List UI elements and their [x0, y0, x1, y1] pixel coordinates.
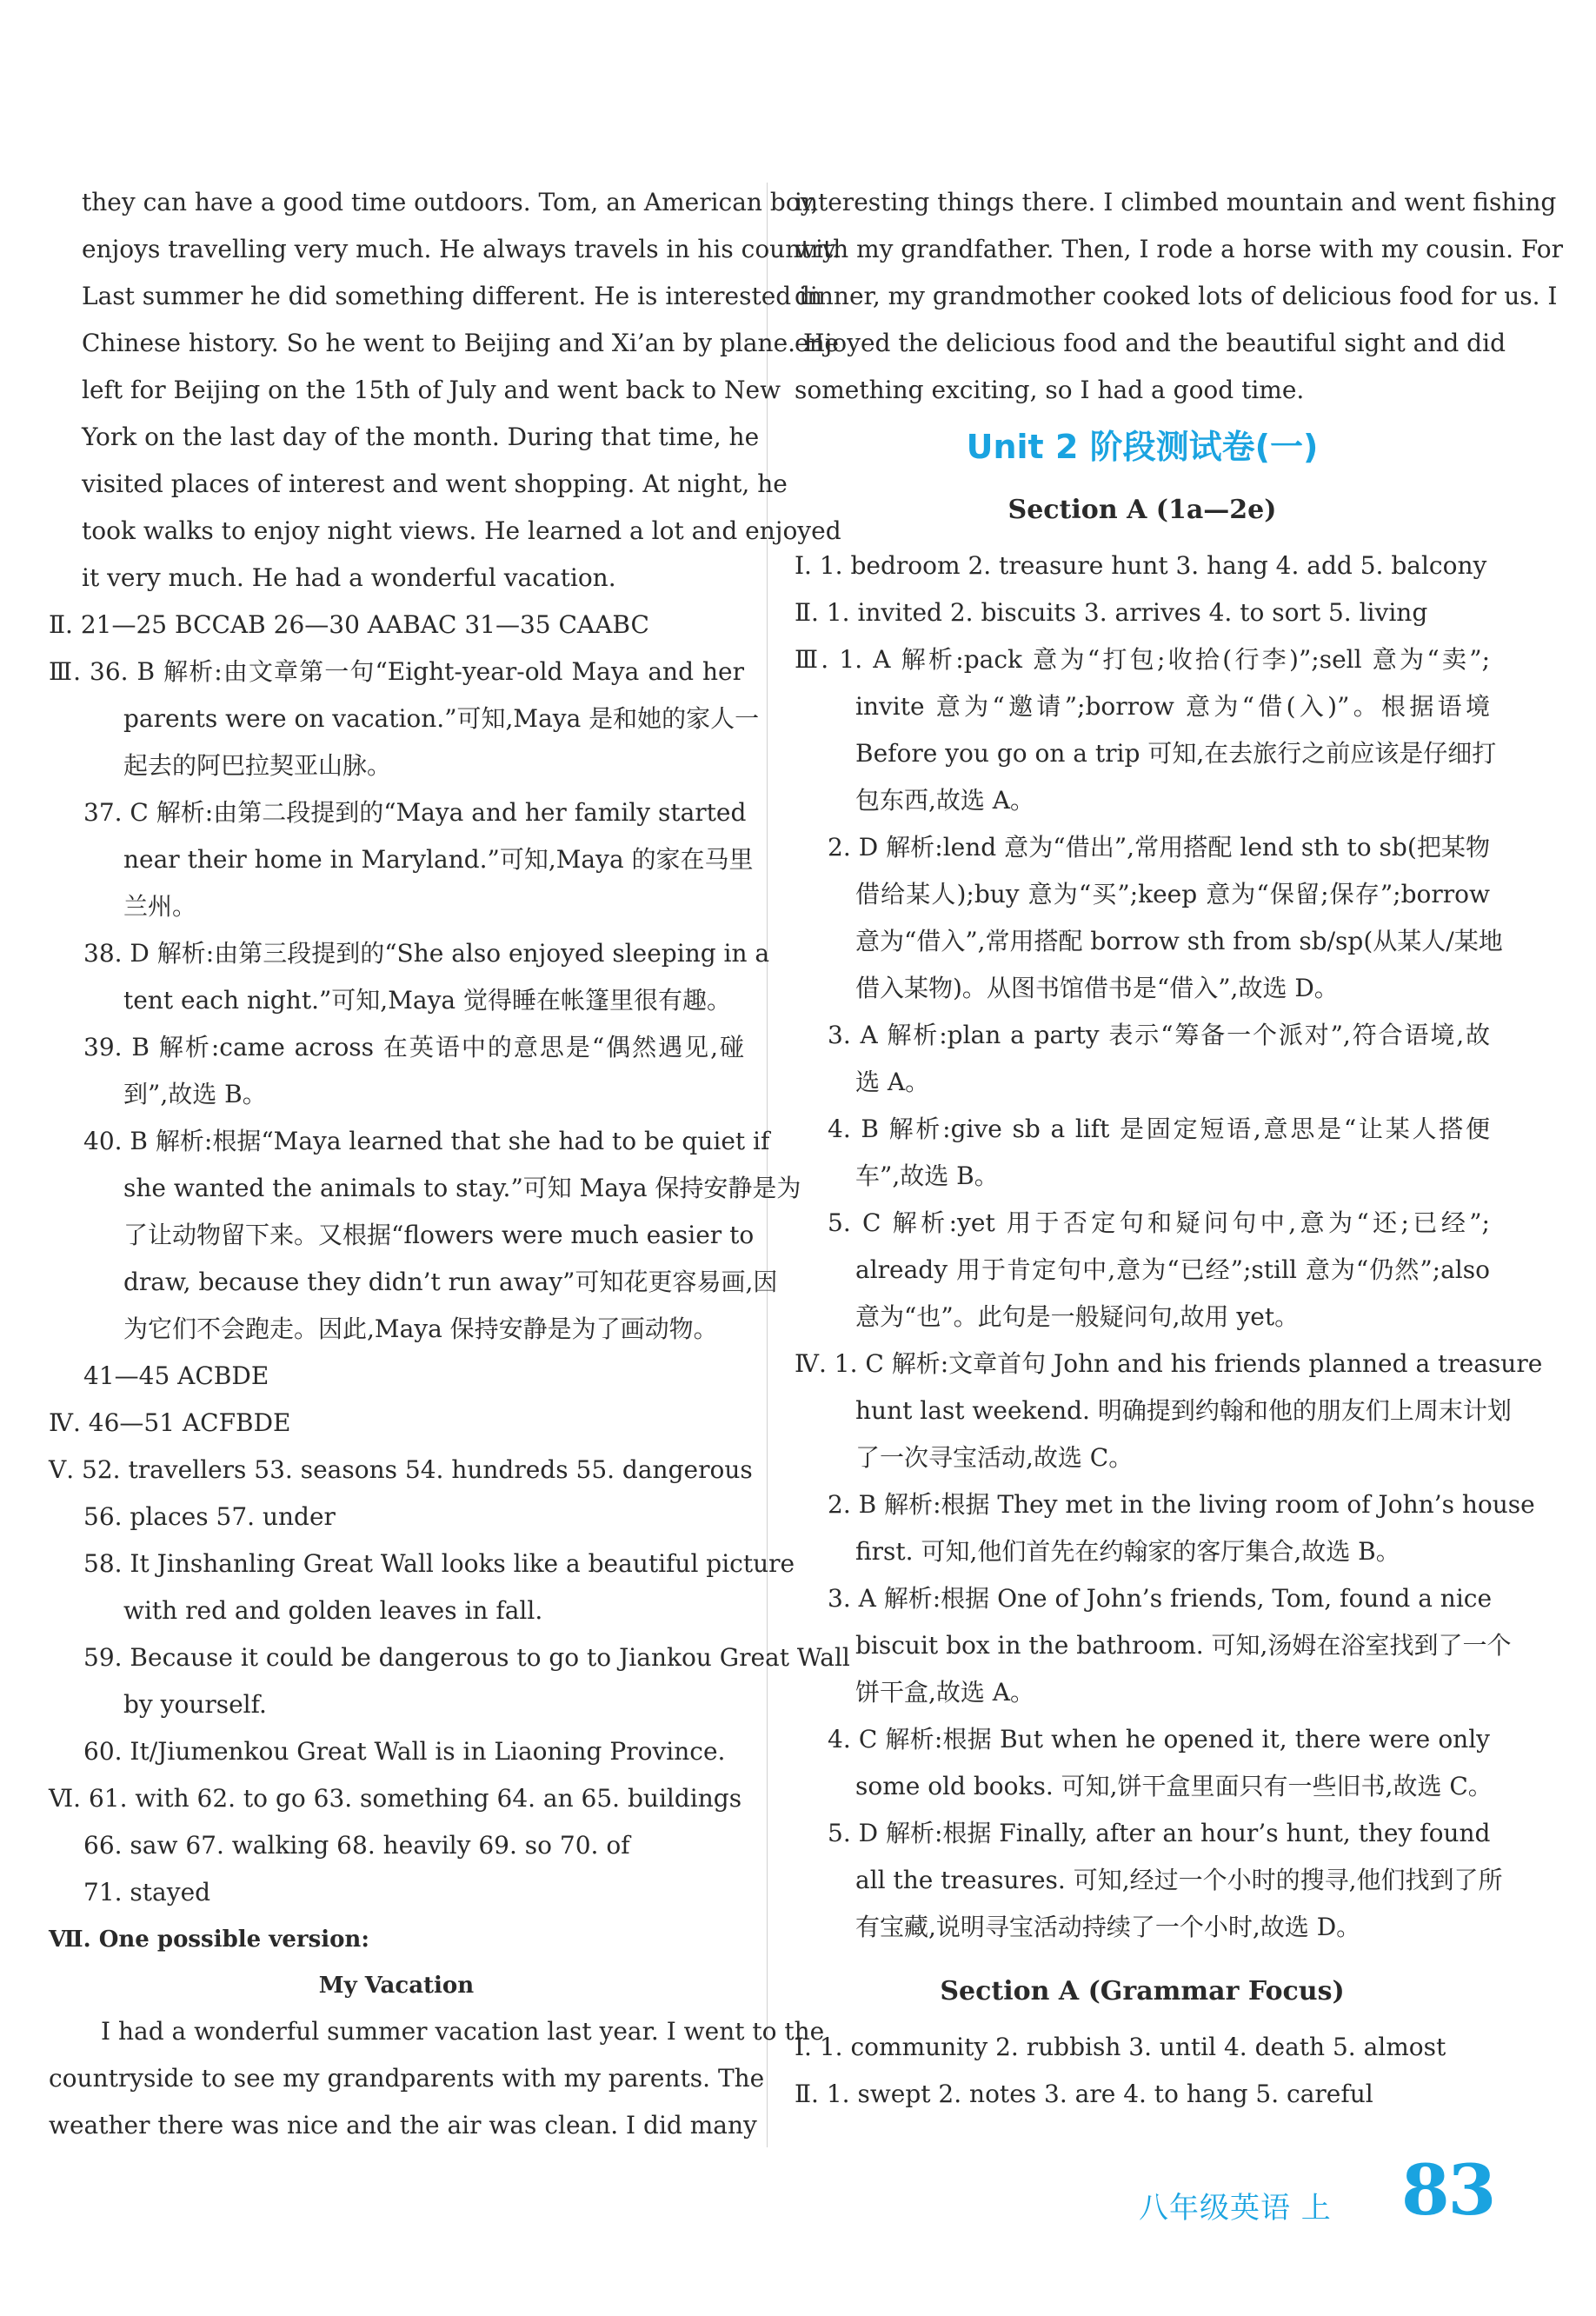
answer-line: she wanted the animals to stay.”可知 Maya 保持安静是为	[123, 1174, 801, 1202]
answer-line: 了让动物留下来。又根据“flowers were much easier to	[123, 1221, 755, 1249]
section-title: Section A (Grammar Focus)	[940, 1976, 1345, 2007]
answer-line: 38. D 解析:由第三段提到的“She also enjoyed sleeping in a	[83, 939, 770, 968]
answer-line: 到”,故选 B。	[123, 1080, 267, 1108]
unit-title: Unit 2 阶段测试卷(一)	[966, 428, 1319, 466]
answer-line: Ⅵ. 61. with 62. to go 63. something 64. an 65. buildings	[49, 1784, 742, 1813]
answer-line: 58. It Jinshanling Great Wall looks like a beautiful picture	[83, 1549, 795, 1578]
answer-line: Ⅴ. 52. travellers 53. seasons 54. hundreds 55. dangerous	[49, 1455, 753, 1484]
passage-line: took walks to enjoy night views. He learned a lot and enjoyed	[82, 516, 841, 545]
answer-line: Ⅳ. 46—51 ACFBDE	[49, 1408, 291, 1437]
answer-line: 37. C 解析:由第二段提到的“Maya and her family started	[83, 798, 747, 827]
answer-line: 有宝藏,说明寻宝活动持续了一个小时,故选 D。	[855, 1913, 1361, 1941]
answer-line: 66. saw 67. walking 68. heavily 69. so 70. of	[83, 1831, 630, 1860]
answer-line: all the treasures. 可知,经过一个小时的搜寻,他们找到了所	[855, 1866, 1503, 1894]
passage-line: it very much. He had a wonderful vacation.	[82, 563, 616, 592]
passage-line: visited places of interest and went shopping. At night, he	[82, 469, 788, 498]
answer-line: 了一次寻宝活动,故选 C。	[855, 1443, 1134, 1472]
essay-line: something exciting, so I had a good time.	[795, 376, 1305, 404]
answer-line: Ⅲ. 36. B 解析:由文章第一句“Eight-year-old Maya and her	[49, 657, 744, 686]
answer-line: 2. D 解析:lend 意为“借出”,常用搭配 lend sth to sb(把某物	[828, 833, 1490, 862]
answer-line: first. 可知,他们首先在约翰家的客厅集合,故选 B。	[855, 1537, 1400, 1566]
answer-line: Ⅳ. 1. C 解析:文章首句 John and his friends planned a treasure	[795, 1349, 1543, 1378]
answer-line: parents were on vacation.”可知,Maya 是和她的家人一	[123, 704, 760, 733]
essay-continued	[795, 179, 1564, 414]
essay-title: My Vacation	[318, 1973, 475, 1999]
passage-line: enjoys travelling very much. He always travels in his country.	[82, 235, 841, 263]
answer-line: biscuit box in the bathroom. 可知,汤姆在浴室找到了一个	[855, 1631, 1512, 1660]
passage	[49, 179, 841, 602]
answer-line: Ⅰ. 1. bedroom 2. treasure hunt 3. hang 4. add 5. balcony	[795, 551, 1487, 580]
answer-line: 56. places 57. under	[83, 1502, 336, 1531]
answer-line: 3. A 解析:plan a party 表示“筹备一个派对”,符合语境,故	[828, 1021, 1490, 1049]
answer-line: 意为“借入”,常用搭配 borrow sth from sb/sp(从某人/某地	[855, 927, 1503, 955]
passage-line: left for Beijing on the 15th of July and went back to New	[82, 376, 781, 404]
answer-line: 40. B 解析:根据“Maya learned that she had to be quiet if	[83, 1127, 770, 1155]
answer-line: 包东西,故选 A。	[855, 786, 1035, 815]
answer-line: 借给某人);buy 意为“买”;keep 意为“保留;保存”;borrow	[855, 880, 1490, 908]
answer-line: tent each night.”可知,Maya 觉得睡在帐篷里很有趣。	[123, 986, 731, 1015]
passage-line: Last summer he did something different. He is interested in	[82, 282, 823, 310]
answer-line: 5. D 解析:根据 Finally, after an hour’s hunt, they found	[828, 1819, 1491, 1847]
answer-line: Ⅰ. 1. community 2. rubbish 3. until 4. death 5. almost	[795, 2033, 1446, 2061]
answer-line: with red and golden leaves in fall.	[123, 1596, 543, 1625]
answer-line: 60. It/Jiumenkou Great Wall is in Liaoning Province.	[83, 1737, 726, 1766]
essay-line: enjoyed the delicious food and the beautiful sight and did	[795, 329, 1506, 357]
answer-line: 5. C 解析:yet 用于否定句和疑问句中,意为“还;已经”;	[828, 1208, 1490, 1237]
answer-line: draw, because they didn’t run away”可知花更容易画,因	[123, 1268, 778, 1296]
answer-line: already 用于肯定句中,意为“已经”;still 意为“仍然”;also	[855, 1255, 1490, 1284]
section-title: Section A (1a—2e)	[1007, 495, 1277, 525]
answer-line: some old books. 可知,饼干盒里面只有一些旧书,故选 C。	[855, 1772, 1493, 1800]
answer-line: 为它们不会跑走。因此,Maya 保持安静是为了画动物。	[123, 1314, 718, 1343]
answer-line: 选 A。	[855, 1068, 930, 1096]
right-column	[795, 179, 1564, 2118]
answer-line: by yourself.	[123, 1690, 267, 1719]
answer-line: 3. A 解析:根据 One of John’s friends, Tom, found a nice	[828, 1584, 1493, 1613]
answer-line: 饼干盒,故选 A。	[855, 1678, 1035, 1707]
answer-line: hunt last weekend. 明确提到约翰和他的朋友们上周末计划	[855, 1396, 1512, 1425]
section-answers	[795, 542, 1543, 1951]
essay-line: interesting things there. I climbed mountain and went fishing	[795, 188, 1557, 216]
essay-line: countryside to see my grandparents with my parents. The	[49, 2064, 765, 2093]
grade-subject-label: 八年级英语 上	[1139, 2191, 1332, 2226]
answer-line: 41—45 ACBDE	[83, 1361, 269, 1390]
section-answers	[795, 2024, 1490, 2118]
page-number: 83	[1401, 2149, 1495, 2231]
essay-line: weather there was nice and the air was clean. I did many	[49, 2111, 757, 2140]
essay-line: dinner, my grandmother cooked lots of delicious food for us. I	[795, 282, 1558, 310]
answer-line: 39. B 解析:came across 在英语中的意思是“偶然遇见,碰	[83, 1033, 744, 1062]
answer-line: invite 意为“邀请”;borrow 意为“借(入)”。根据语境	[855, 692, 1490, 721]
answer-line: Ⅲ. 1. A 解析:pack 意为“打包;收拾(行李)”;sell 意为“卖”;	[795, 645, 1490, 674]
answer-line: 起去的阿巴拉契亚山脉。	[123, 751, 392, 780]
passage-line: Chinese history. So he went to Beijing and Xi’an by plane. He	[82, 329, 839, 357]
essay-line: with my grandfather. Then, I rode a horse with my cousin. For	[795, 235, 1564, 263]
essay-line: I had a wonderful summer vacation last year. I went to the	[101, 2017, 825, 2046]
answer-line: Ⅱ. 1. swept 2. notes 3. are 4. to hang 5. careful	[795, 2080, 1373, 2108]
passage-line: they can have a good time outdoors. Tom, an American boy,	[82, 188, 819, 216]
answer-line: 车”,故选 B。	[855, 1161, 999, 1190]
answer-line: Ⅱ. 1. invited 2. biscuits 3. arrives 4. to sort 5. living	[795, 598, 1428, 627]
answer-list	[49, 602, 850, 1963]
answer-line: 借入某物)。从图书馆借书是“借入”,故选 D。	[855, 974, 1339, 1002]
passage-line: York on the last day of the month. During that time, he	[82, 423, 760, 451]
essay	[49, 2008, 825, 2149]
answer-line: Ⅱ. 21—25 BCCAB 26—30 AABAC 31—35 CAABC	[49, 610, 649, 639]
answer-line: 4. C 解析:根据 But when he opened it, there were only	[828, 1725, 1490, 1754]
answer-line: 2. B 解析:根据 They met in the living room of John’s house	[828, 1490, 1535, 1519]
answer-line: 兰州。	[123, 892, 197, 921]
answer-line: 意为“也”。此句是一般疑问句,故用 yet。	[855, 1302, 1300, 1331]
answer-line: 59. Because it could be dangerous to go to Jiankou Great Wall	[83, 1643, 850, 1672]
answer-line: near their home in Maryland.”可知,Maya 的家在马里	[123, 845, 754, 874]
answer-line: Ⅶ. One possible version:	[49, 1927, 369, 1953]
answer-line: 4. B 解析:give sb a lift 是固定短语,意思是“让某人搭便	[828, 1115, 1490, 1143]
answer-line: Before you go on a trip 可知,在去旅行之前应该是仔细打	[855, 739, 1497, 768]
left-column	[49, 179, 850, 2149]
answer-line: 71. stayed	[83, 1878, 211, 1907]
